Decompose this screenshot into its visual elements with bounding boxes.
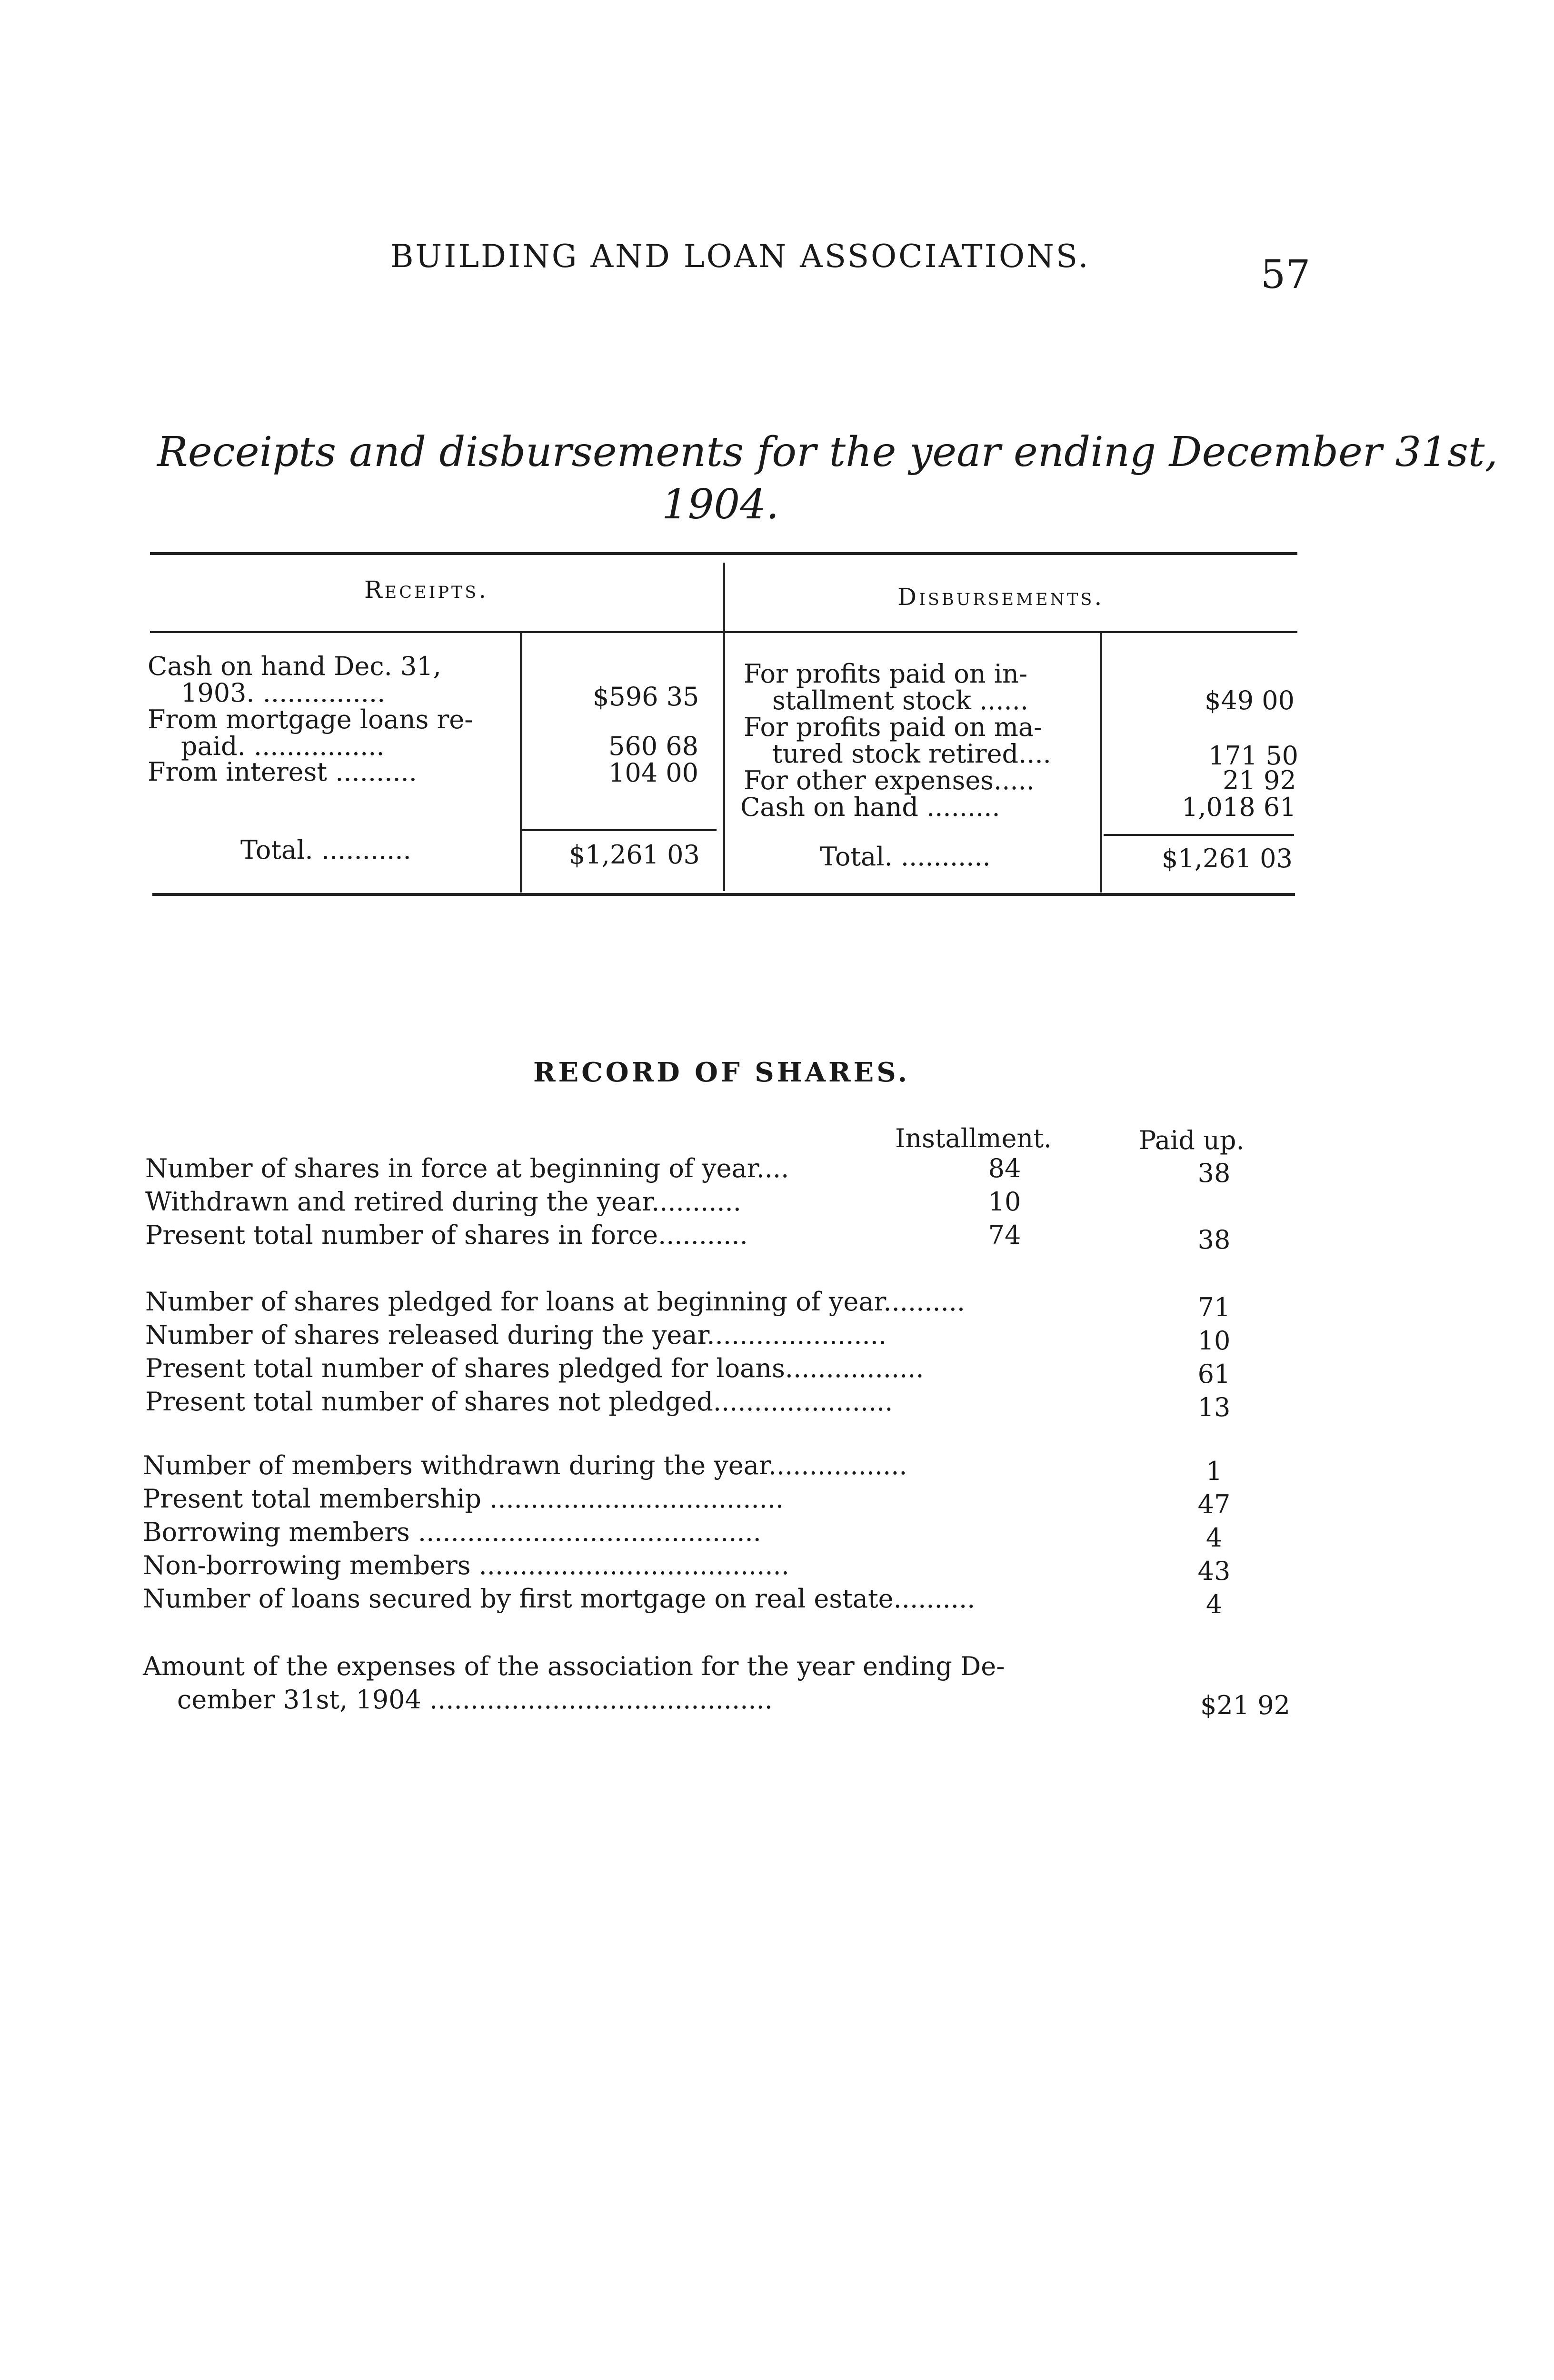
shares-value: 13 <box>1197 1392 1231 1422</box>
disb-installment-amount: $49 00 <box>1205 685 1295 715</box>
paid-up-value: 38 <box>1197 1158 1231 1188</box>
receipt-cash-label-1: Cash on hand Dec. 31, <box>148 651 441 681</box>
installment-value: 84 <box>988 1153 1021 1183</box>
receipt-interest-amount: 104 00 <box>608 758 698 788</box>
table-row: Borrowing members .......................................... <box>143 1517 761 1547</box>
page-number: 57 <box>1261 252 1311 298</box>
members-value: 4 <box>1205 1523 1223 1553</box>
receipt-mortgage-amount: 560 68 <box>608 731 698 761</box>
table-row: Present total membership .................................... <box>143 1484 784 1514</box>
members-value: 1 <box>1205 1456 1223 1486</box>
members-value: 47 <box>1197 1489 1231 1519</box>
table-row: Number of shares released during the year...................... <box>145 1320 887 1350</box>
table-center-divider <box>723 563 725 891</box>
receipts-header: Receipts. <box>364 576 489 604</box>
shares-value: 61 <box>1197 1359 1231 1389</box>
paid-up-value: 38 <box>1197 1225 1231 1255</box>
receipts-total-rule <box>521 829 717 831</box>
receipts-amount-divider <box>520 633 522 892</box>
table-row: Number of loans secured by first mortgage on real estate.......... <box>143 1584 976 1614</box>
disb-installment-label-2: stallment stock ...... <box>772 685 1028 715</box>
installment-value: 74 <box>988 1220 1021 1250</box>
running-title: BUILDING AND LOAN ASSOCIATIONS. <box>390 238 1090 275</box>
receipt-mortgage-label-2: paid. ................ <box>181 731 385 761</box>
table-top-rule <box>150 552 1297 555</box>
paid-up-col-header: Paid up. <box>1139 1125 1245 1155</box>
table-row: Number of members withdrawn during the year................. <box>143 1450 907 1480</box>
members-value: 4 <box>1205 1589 1223 1619</box>
disb-matured-label-1: For profits paid on ma- <box>744 712 1043 742</box>
receipt-interest-label: From interest .......... <box>148 757 417 787</box>
disb-expenses-amount: 21 92 <box>1223 765 1296 795</box>
table-row: Number of shares pledged for loans at beginning of year.......... <box>145 1287 966 1317</box>
disb-matured-amount: 171 50 <box>1208 741 1298 771</box>
table-row: Present total number of shares not pledged...................... <box>145 1387 893 1417</box>
expenses-label-line-1: Amount of the expenses of the association for the year ending De- <box>143 1651 1005 1681</box>
receipt-cash-label-2: 1903. ............... <box>181 678 386 708</box>
statement-title: Receipts and disbursements for the year ending December 31st, <box>157 428 1498 476</box>
table-row: Present total number of shares in force........... <box>145 1220 748 1250</box>
disb-cash-label: Cash on hand ......... <box>740 792 1000 822</box>
shares-section-title: RECORD OF SHARES. <box>533 1057 910 1088</box>
disb-expenses-label: For other expenses..... <box>744 765 1035 795</box>
statement-title-year: 1904. <box>662 481 779 528</box>
disbursements-amount-divider <box>1100 633 1102 892</box>
disbursements-total-amount: $1,261 03 <box>1162 843 1293 873</box>
table-row: Present total number of shares pledged for loans................. <box>145 1353 924 1383</box>
disb-installment-label-1: For profits paid on in- <box>744 659 1028 689</box>
receipt-mortgage-label-1: From mortgage loans re- <box>148 704 473 734</box>
receipts-total-amount: $1,261 03 <box>569 840 700 870</box>
receipt-cash-amount: $596 35 <box>593 682 699 712</box>
table-row: Non-borrowing members ...................................... <box>143 1550 789 1580</box>
table-row: Withdrawn and retired during the year........... <box>145 1187 741 1217</box>
installment-col-header: Installment. <box>895 1123 1052 1153</box>
receipts-total-label: Total. ........... <box>240 835 411 865</box>
disb-cash-amount: 1,018 61 <box>1182 792 1296 822</box>
shares-value: 71 <box>1197 1292 1231 1322</box>
expenses-label-line-2: cember 31st, 1904 .......................................... <box>177 1685 773 1715</box>
disbursements-header: Disbursements. <box>897 583 1105 611</box>
installment-value: 10 <box>988 1187 1021 1217</box>
table-bottom-rule <box>152 893 1295 896</box>
table-row: Number of shares in force at beginning of year.... <box>145 1153 789 1183</box>
members-value: 43 <box>1197 1556 1231 1586</box>
disbursements-total-label: Total. ........... <box>820 842 991 872</box>
disbursements-total-rule <box>1104 834 1294 836</box>
expenses-value: $21 92 <box>1200 1690 1290 1720</box>
shares-value: 10 <box>1197 1326 1231 1356</box>
disb-matured-label-2: tured stock retired.... <box>772 739 1051 769</box>
